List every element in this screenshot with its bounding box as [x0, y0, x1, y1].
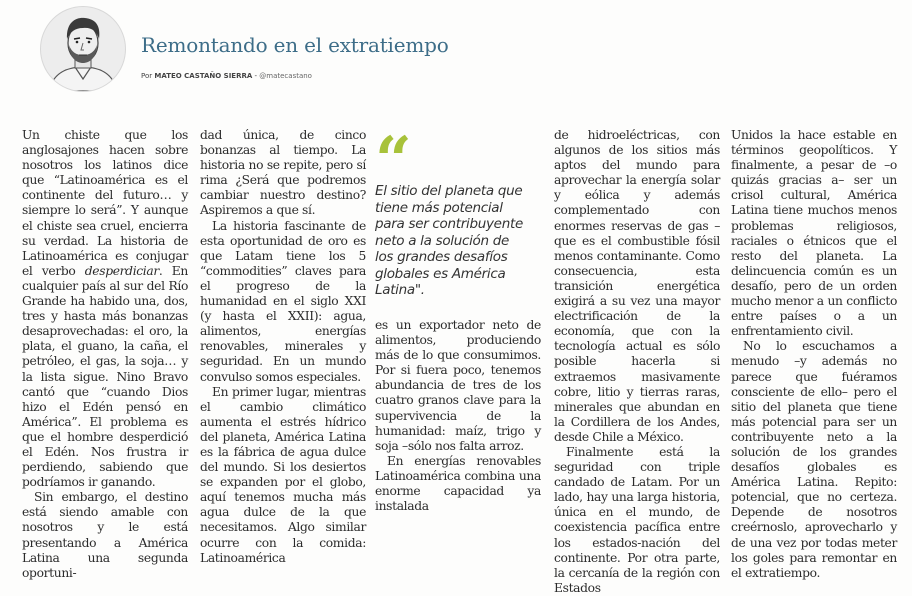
- article-column-1: [22, 128, 188, 581]
- paragraph-text: es un exportador neto de alimentos, produciendo más de lo que consumimos. Por si fuera poco, tenemos abundancia de tres de los cuatro granos clave para la supervivencia de la humanidad: maíz, trigo y soja –sólo nos falta arroz.: [375, 318, 541, 453]
- paragraph-text: . En cualquier país al sur del Río Grande ha habido una, dos, tres y hasta más bonanzas desaprovechadas: el oro, la plata, el guano, la caña, el petróleo, el gas, la soja… y la lista sigue. Nino Bravo cantó que “cuando Dios hizo el Edén pensó en América”. El problema es que el hombre desperdició el Edén. Nos frustra ir perdiendo, sabiendo que podríamos ir ganando.: [22, 263, 188, 490]
- paragraph: [554, 445, 720, 596]
- article-title: Remontando en el extratiempo: [141, 33, 449, 57]
- paragraph-text: de hidroeléctricas, con algunos de los sitios más aptos del mundo para aprovechar la energía solar y eólica y además complementado con enormes reservas de gas –que es el combustible fósil menos contaminante. Como consecuencia, esta transición energética exigirá a su vez una mayor electrificación de la economía, que con la tecnología actual es sólo posible hacerla si extraemos masivamente cobre, litio y tierras raras, minerales que abundan en la Cordillera de los Andes, desde Chile a México.: [554, 128, 720, 444]
- paragraph-text: La historia fascinante de esta oportunidad de oro es que Latam tiene los 5 “commodities” claves para el progreso de la humanidad en el siglo XXI (y hasta el XXII): agua, alimentos, energías renovables, minerales y seguridad. En un mundo convulso somos especiales.: [200, 218, 366, 384]
- paragraph: [375, 454, 541, 514]
- paragraph-text: Sin embargo, el destino está siendo amable con nosotros y le está presentando a América Latina una segunda oportuni-: [22, 490, 188, 580]
- author-portrait-illustration: [41, 7, 125, 91]
- article-column-5: [731, 128, 897, 581]
- paragraph-text: En energías renovables Latinoamérica combina una enorme capacidad ya instalada: [375, 453, 541, 514]
- byline-prefix: Por: [141, 72, 153, 80]
- paragraph: [200, 385, 366, 566]
- paragraph-text: dad única, de cinco bonanzas al tiempo. La historia no se repite, pero sí rima ¿Será que podremos cambiar nuestro destino? Aspiremos a que sí.: [200, 128, 366, 218]
- paragraph-text: No lo escuchamos a menudo –y además no parece que fuéramos consciente de ello– pero el sitio del planeta que tiene más potencial para ser un contribuyente neto a la solución de los grandes desafíos globales es América Latina. Repito: potencial, que no certeza. Depende de nosotros creérnoslo, aprovecharlo y de una vez por todas meter los goles para remontar en el extratiempo.: [731, 339, 897, 580]
- author-handle: @matecastano: [259, 72, 312, 80]
- pull-quote: [375, 123, 525, 299]
- author-name: MATEO CASTAÑO SIERRA: [154, 72, 253, 80]
- paragraph-text: Un chiste que los anglosajones hacen sobre nosotros los latinos dice que “Latinoamérica es el continente del futuro… y siempre lo será”. Y aunque el chiste sea cruel, encierra su verdad. La historia de Latinoamérica es conjugar el verbo: [22, 128, 188, 278]
- paragraph: [22, 490, 188, 581]
- article-column-4: [554, 128, 720, 596]
- paragraph: [554, 128, 720, 445]
- paragraph: [731, 128, 897, 339]
- article-column-3: [375, 318, 541, 514]
- paragraph: [22, 128, 188, 490]
- author-portrait: [40, 6, 126, 92]
- paragraph-text: Unidos la hace estable en términos geopolíticos. Y finalmente, a pesar de –o quizás gracias a– ser un crisol cultural, América Latina tiene muchos menos problemas religiosos, raciales o étnicos que el resto del planeta. La delincuencia común es un desafío, pero de un orden mucho menor a un conflicto entre países o a un enfrentamiento civil.: [731, 128, 897, 339]
- paragraph: [200, 128, 366, 219]
- emphasis-text: desperdiciar: [84, 263, 159, 278]
- paragraph-text: En primer lugar, mientras el cambio climático aumenta el estrés hídrico del planeta, América Latina es la fábrica de agua dulce del mundo. Si los desiertos se expanden por el globo, aquí tenemos mucha más agua dulce de la que necesitamos. Algo similar ocurre con la comida: Latinoamérica: [200, 384, 366, 565]
- article-column-2: [200, 128, 366, 566]
- byline: [141, 72, 312, 80]
- paragraph-text: Finalmente está la seguridad con triple candado de Latam. Por un lado, hay una larga historia, única en el mundo, de coexistencia pacífica entre los estados-nación del continente. Por otra parte, la cercanía de la región con Estados: [554, 444, 720, 595]
- paragraph: [731, 339, 897, 581]
- pull-quote-text: El sitio del planeta que tiene más potencial para ser contribuyente neto a la solución de los grandes desafíos globales es América Latina".: [375, 183, 523, 298]
- byline-separator: -: [252, 72, 260, 80]
- paragraph: [375, 318, 541, 454]
- quote-mark-icon: “: [375, 123, 412, 198]
- paragraph: [200, 219, 366, 385]
